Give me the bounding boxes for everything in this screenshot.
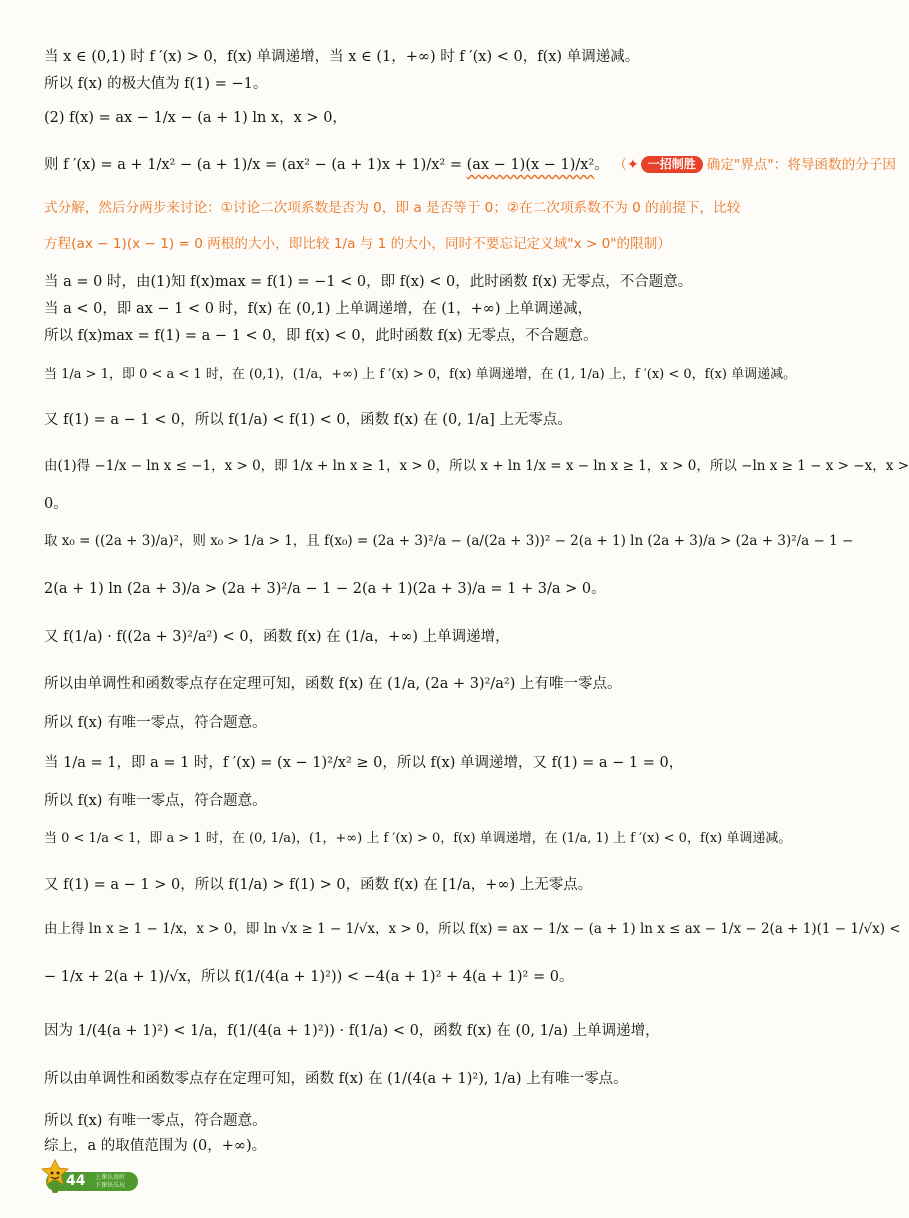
sparkle-icon: ✦ — [627, 157, 639, 173]
solution-line: (2) f(x) = ax − 1/x − (a + 1) ln x，x > 0， — [44, 110, 347, 126]
solution-line: 又 f(1) = a − 1 < 0，所以 f(1/a) < f(1) < 0，函数 f(x) 在 (0, 1/a] 上无零点。 — [44, 412, 572, 428]
solution-line: 所以 f(x) 有唯一零点，符合题意。 — [44, 1113, 267, 1129]
footer-slogan — [95, 1174, 125, 1189]
solution-line: 所以 f(x) 有唯一零点，符合题意。 — [44, 715, 267, 731]
page-number: 44 — [66, 1173, 86, 1189]
solution-line: 综上，a 的取值范围为 (0，+∞)。 — [44, 1138, 267, 1154]
solution-line: 取 x₀ = ((2a + 3)/a)²，则 x₀ > 1/a > 1，且 f(x₀) = (2a + 3)²/a − (a/(2a + 3))² − 2(a + 1) ln (2a + 3)/a > (2a + 3)²/a − 1 − — [44, 533, 854, 549]
solution-line: 所以 f(x) 有唯一零点，符合题意。 — [44, 793, 267, 809]
solution-line: 所以由单调性和函数零点存在定理可知，函数 f(x) 在 (1/a, (2a + 3)²/a²) 上有唯一零点。 — [44, 676, 622, 692]
tip-badge: 一招制胜 — [641, 156, 703, 173]
solution-line: 当 x ∈ (0,1) 时 f ′(x) > 0，f(x) 单调递增，当 x ∈ (1，+∞) 时 f ′(x) < 0，f(x) 单调递减。 — [44, 49, 640, 65]
tip-text: 方程(ax − 1)(x − 1) = 0 两根的大小，即比较 1/a 与 1 的大小，同时不要忘记定义域"x > 0"的限制） — [44, 236, 671, 252]
solution-line: 因为 1/(4(a + 1)²) < 1/a，f(1/(4(a + 1)²)) · f(1/a) < 0，函数 f(x) 在 (0, 1/a) 上单调递增， — [44, 1023, 660, 1039]
solution-line: 由上得 ln x ≥ 1 − 1/x，x > 0，即 ln √x ≥ 1 − 1/√x，x > 0，所以 f(x) = ax − 1/x − (a + 1) ln x ≤ ax − 1/x − 2(a + 1)(1 − 1/√x) < — [44, 921, 901, 937]
derivative-line — [44, 156, 896, 175]
slogan-line: 下课快乐玩 — [95, 1181, 126, 1189]
page-footer — [40, 1158, 150, 1194]
solution-line: 所以由单调性和函数零点存在定理可知，函数 f(x) 在 (1/(4(a + 1)²), 1/a) 上有唯一零点。 — [44, 1071, 628, 1087]
slogan-line: 上课认真听 — [95, 1174, 126, 1181]
solution-line: 0。 — [44, 496, 68, 512]
solution-line: 又 f(1/a) · f((2a + 3)²/a²) < 0，函数 f(x) 在 (1/a，+∞) 上单调递增， — [44, 629, 510, 645]
period: 。 — [594, 157, 609, 173]
solution-line: 当 1/a = 1，即 a = 1 时，f ′(x) = (x − 1)²/x² ≥ 0，所以 f(x) 单调递增，又 f(1) = a − 1 = 0， — [44, 755, 684, 771]
solution-line: 当 a = 0 时，由(1)知 f(x)max = f(1) = −1 < 0，即 f(x) < 0，此时函数 f(x) 无零点，不合题意。 — [44, 274, 693, 290]
solution-line: − 1/x + 2(a + 1)/√x，所以 f(1/(4(a + 1)²)) < −4(a + 1)² + 4(a + 1)² = 0。 — [44, 969, 574, 985]
solution-line: 所以 f(x) 的极大值为 f(1) = −1。 — [44, 76, 268, 92]
solution-line: 当 0 < 1/a < 1，即 a > 1 时，在 (0, 1/a)，(1，+∞) 上 f ′(x) > 0，f(x) 单调递增，在 (1/a, 1) 上 f ′(x) < 0，f(x) 单调递减。 — [44, 831, 792, 846]
solution-line: 当 1/a > 1，即 0 < a < 1 时，在 (0,1)，(1/a，+∞) 上 f ′(x) > 0，f(x) 单调递增，在 (1, 1/a) 上，f ′(x) < 0，f(x) 单调递减。 — [44, 367, 797, 382]
solution-line: 当 a < 0，即 ax − 1 < 0 时，f(x) 在 (0,1) 上单调递增，在 (1，+∞) 上单调递减， — [44, 301, 593, 317]
wavy-underlined-fraction: (ax − 1)(x − 1)/x² — [466, 157, 595, 173]
tip-note: （✦ 一招制胜 确定"界点"：将导函数的分子因 — [613, 157, 896, 173]
solution-line: 由(1)得 −1/x − ln x ≤ −1，x > 0，即 1/x + ln x ≥ 1，x > 0，所以 x + ln 1/x = x − ln x ≥ 1，x > 0，所以 −ln x ≥ 1 − x > −x，x > — [44, 458, 909, 474]
solution-line: 又 f(1) = a − 1 > 0，所以 f(1/a) > f(1) > 0，函数 f(x) 在 [1/a，+∞) 上无零点。 — [44, 877, 593, 893]
solution-line: 所以 f(x)max = f(1) = a − 1 < 0，即 f(x) < 0，此时函数 f(x) 无零点，不合题意。 — [44, 328, 598, 344]
solution-line: 2(a + 1) ln (2a + 3)/a > (2a + 3)²/a − 1 − 2(a + 1)(2a + 3)/a = 1 + 3/a > 0。 — [44, 581, 606, 597]
derivative-expression: 则 f ′(x) = a + 1/x² − (a + 1)/x = (ax² − (a + 1)x + 1)/x² = — [44, 157, 467, 173]
tip-text: 确定"界点"：将导函数的分子因 — [706, 157, 896, 173]
tip-text: 式分解，然后分两步来讨论：①讨论二次项系数是否为 0，即 a 是否等于 0；②在二次项系数不为 0 的前提下，比较 — [44, 200, 741, 216]
